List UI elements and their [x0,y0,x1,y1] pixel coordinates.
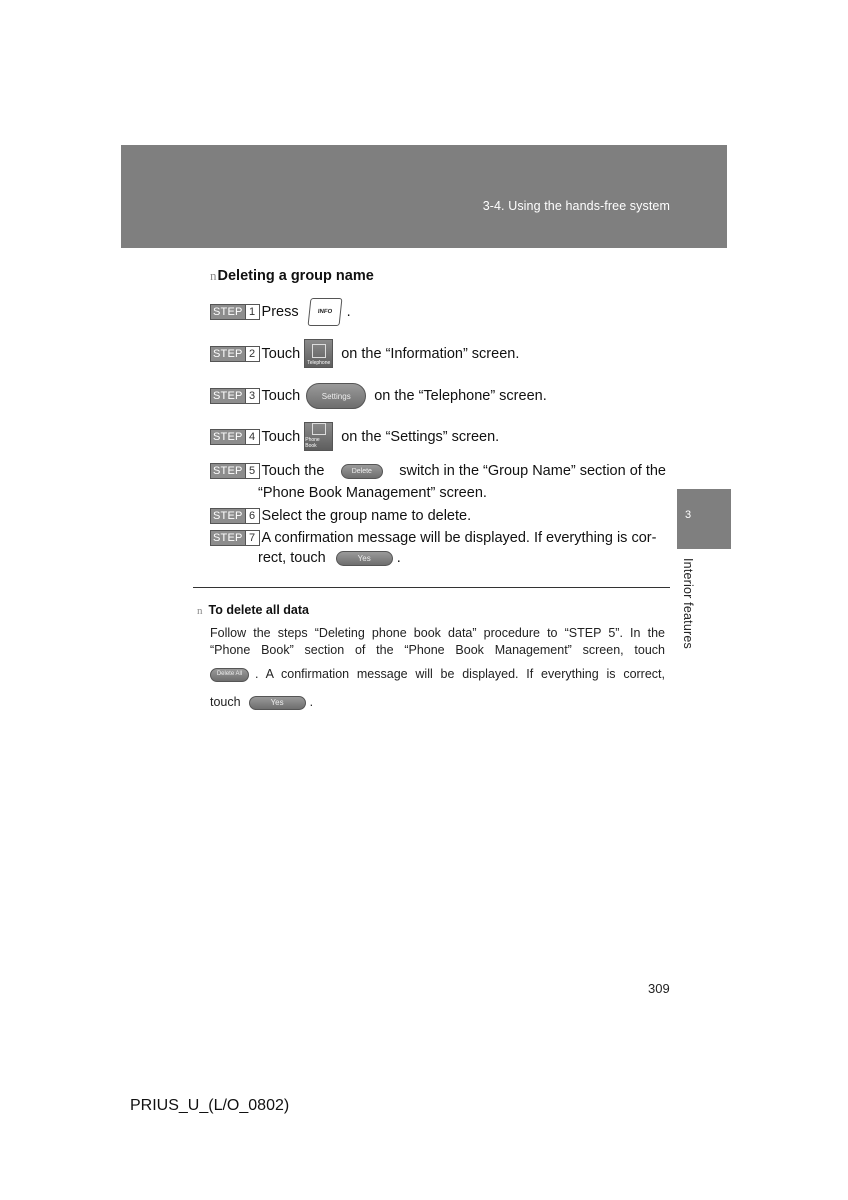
step-text: . [396,550,401,566]
note-text: . [309,695,314,709]
section-title [210,268,374,284]
note-line: Follow the steps “Deleting phone book data” procedure to “STEP 5”. In the [210,626,665,640]
step-text: switch in the “Group Name” section of the [399,463,666,479]
section-title-text: Deleting a group name [217,268,374,284]
telephone-icon: Telephone [304,339,333,368]
step-badge: STEP 1 [210,304,260,320]
step-text: Touch [261,345,301,362]
phone-book-icon: Phone Book [304,422,333,451]
step-text: Select the group name to delete. [261,508,472,524]
step-badge: STEP 3 [210,388,260,404]
note-text: . A confirmation message will be displayed. If everything is correct, [255,667,665,681]
page-number: 309 [648,981,670,996]
step-text: A confirmation message will be displayed. If everything is cor- [261,530,657,546]
footer-code: PRIUS_U_(L/O_0802) [130,1097,290,1114]
step-text: Touch [261,388,301,404]
note-line [210,666,665,683]
chapter-number: 3 [685,509,692,521]
bullet-marker: n [197,605,203,617]
step-7 [210,530,656,546]
step-text: on the “Telephone” screen. [374,388,547,404]
step-text: . [346,304,351,320]
section-header: 3-4. Using the hands-free system [482,199,670,213]
divider [193,587,670,588]
settings-button: Settings [306,383,366,409]
note-line [210,694,665,711]
step-badge: STEP 4 [210,429,260,445]
info-button-icon: INFO [307,298,342,326]
chapter-label: Interior features [681,558,695,649]
step-badge: STEP 6 [210,508,260,524]
note-line: “Phone Book” section of the “Phone Book Management” screen, touch [210,643,665,657]
step-text: Press [261,304,299,320]
header-band [121,145,727,248]
chapter-tab [677,489,731,549]
step-4 [210,422,499,451]
note-title-text: To delete all data [208,603,309,617]
step-badge: STEP 2 [210,346,260,362]
step-text: on the “Information” screen. [341,345,520,362]
step-5-continued: “Phone Book Management” screen. [258,485,487,501]
step-1 [210,298,351,326]
yes-button: Yes [336,551,393,566]
step-text: Touch the [261,463,325,479]
step-text: on the “Settings” screen. [341,428,500,445]
yes-button: Yes [249,696,306,710]
delete-all-button: Delete All [210,668,249,682]
step-5 [210,463,666,479]
step-badge: STEP 5 [210,463,260,479]
step-text: rect, touch [258,550,326,566]
bullet-marker: n [210,268,217,283]
note-text: touch [210,695,241,709]
delete-button: Delete [341,464,383,479]
step-badge: STEP 7 [210,530,260,546]
step-text: Touch [261,428,301,445]
step-7-continued [258,550,401,566]
step-6 [210,508,471,524]
note-title [197,603,309,617]
step-2 [210,339,519,368]
step-3 [210,383,547,409]
